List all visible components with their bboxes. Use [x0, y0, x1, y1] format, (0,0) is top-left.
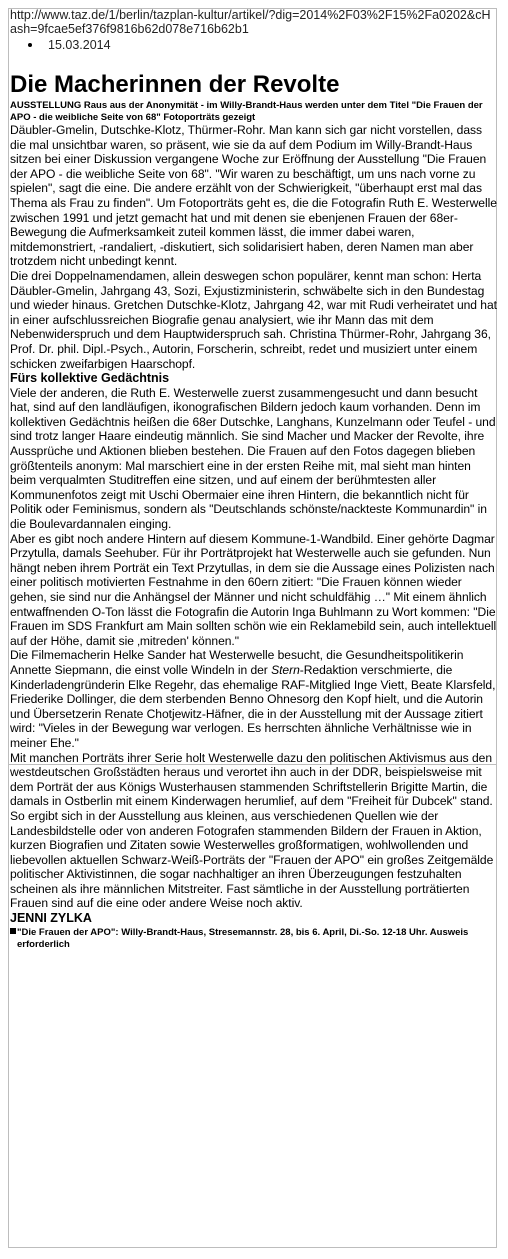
- paragraph-5-start: Die Filmemacherin Helke Sander hat Westerwelle besucht, die Gesundheitspolitikerin Annette Siepmann, die einst volle Windeln in der: [10, 648, 464, 677]
- author: JENNI ZYLKA: [10, 911, 92, 926]
- paragraph-5: [10, 648, 497, 750]
- bullet-icon: [28, 43, 32, 47]
- paragraph-5-end: -Redaktion verschmierte, die Kinderladengründerin Elke Regehr, das ehemalige RAF-Mitglied Inge Viett, Beate Klarsfeld, Friederike Dollinger, die dem sterbenden Benno Ohnesorg den Kopf hielt, und die Autorin und Übersetzerin Renate Chotjewitz-Häfner, die in der Ausstellung mit der Aussage zitiert wird: "Vieles in der Bewegung war verlogen. Es herrschten ähnliche Verhältnisse wie in meiner Ehe.": [10, 662, 496, 750]
- source-url: http://www.taz.de/1/berlin/tazplan-kultur/artikel/?dig=2014%2F03%2F15%2Fa0202&cHash=9fcae5ef376f9816b62d078e716b62b1: [10, 8, 491, 36]
- date-item: [10, 38, 497, 52]
- square-bullet-icon: [10, 928, 16, 934]
- paragraph-2: Die drei Doppelnamendamen, allein deswegen schon populärer, kennt man schon: Herta Däubler-Gmelin, Jahrgang 43, Sozi, Exjustizministerin, schwäbelte sich in den Bundestag und wieder hinaus. Gretchen Dutschke-Klotz, Jahrgang 42, war mit Rudi verheiratet und hat in einer aufschlussreichen Biografie genau analysiert, wie ihr Mann das mit dem Nebenwiderspruch und dem Hauptwiderspruch sah. Christina Thürmer-Rohr, Jahrgang 36, Prof. Dr. phil. Dipl.-Psych., Autorin, Forscherin, schreibt, redet und musiziert unter einem schicken zweifarbigen Haarschopf.: [10, 268, 497, 371]
- article: [10, 9, 497, 950]
- date-list: [10, 38, 497, 52]
- paragraph-3: Viele der anderen, die Ruth E. Westerwelle zuerst zusammengesucht und dann besucht hat, sind auf den landläufigen, ikonografischen Bildern jedoch kaum vorhanden. Denn im kollektiven Gedächtnis heißen die 68er Dutschke, Langhans, Kunzelmann oder Teufel - und sind trotz langer Haare eindeutig männlich. Sie sind Macher und Macker der Revolte, ihre Aussprüche und Aktionen blieben bestehen. Die Frauen auf den Fotos dagegen blieben größtenteils anonym: Mal marschiert eine in der ersten Reihe mit, mal sieht man hinten beim verqualmten Studitreffen eine sitzen, und auf einem der berühmtesten aller Kommunenfotos zeigt mit Uschi Obermaier eine ihren Hintern, die bekanntlich nicht für Politik oder Feminismus, sondern als "Deutschlands schönste/nackteste Kommunardin" in die Boulevardannalen einging.: [10, 385, 496, 532]
- subheading: Fürs kollektive Gedächtnis: [10, 371, 170, 386]
- article-date: 15.03.2014: [48, 38, 111, 52]
- stern-emphasis: Stern: [271, 662, 300, 677]
- headline: Die Macherinnen der Revolte: [10, 71, 340, 98]
- paragraph-6: Mit manchen Porträts ihrer Serie holt Westerwelle dazu den politischen Aktivismus aus den westdeutschen Großstädten heraus und verortet ihn auch in der DDR, beispielsweise mit dem Porträt der aus Königs Wusterhausen stammenden Schriftstellerin Brigitte Martin, die damals in Ostberlin mit einem Kinderwagen herumlief, auf dem "Freiheit für Dubcek" stand.: [10, 750, 493, 809]
- exhibition-info: [10, 927, 497, 950]
- paragraph-1: Däubler-Gmelin, Dutschke-Klotz, Thürmer-Rohr. Man kann sich gar nicht vorstellen, dass die mal unsichtbar waren, so präsent, wie sie da auf dem Podium im Willy-Brandt-Haus sitzen bei einer Diskussion vergangene Woche zur Eröffnung der Ausstellung "Die Frauen der APO - die weibliche Seite von 68". "Wir waren zu beschäftigt, um uns nach vorne zu spielen", sagt die eine. Die andere erzählt von der Schwierigkeit, "überhaupt erst mal das Thema als Frau zu finden". Um Fotoporträts geht es, die die Fotografin Ruth E. Westerwelle zwischen 1991 und jetzt gemacht hat und mit denen sie ebenjenen Frauen der 68er-Bewegung die Aufmerksamkeit zuteil kommen lässt, die immer dabei waren, mitdemonstriert, -randaliert, -diskutiert, sich solidarisiert haben, deren Namen man aber trotzdem nicht unbedingt kennt.: [10, 123, 497, 269]
- teaser: AUSSTELLUNG Raus aus der Anonymität - im Willy-Brandt-Haus werden unter dem Titel "Die Frauen der APO - die weibliche Seite von 68" Fotoporträts gezeigt: [10, 100, 483, 123]
- paragraph-7: So ergibt sich in der Ausstellung aus kleinen, aus verschiedenen Quellen wie der Landesbildstelle oder von anderen Fotografen stammenden Bildern der Frauen in Aktion, kurzen Biografien und Zitaten sowie Westerwelles großformatigen, wohlwollenden und liebevollen aktuellen Schwarz-Weiß-Porträts der "Frauen der APO" ein großes Zeitgemälde politischer Aktivistinnen, die sogar nachhaltiger an ihren Überzeugungen festzuhalten scheinen als ihre männlichen Mitstreiter. Fast sämtliche in der Ausstellung porträtierten Frauen sind auf die eine oder andere Weise noch aktiv.: [10, 808, 494, 911]
- paragraph-4: Aber es gibt noch andere Hintern auf diesem Kommune-1-Wandbild. Einer gehörte Dagmar Przytulla, damals Seehuber. Für ihr Porträtprojekt hat Westerwelle auch sie gefunden. Nun hängt neben ihrem Porträt ein Text Przytullas, in dem sie die Aussage eines Polizisten nach einer politisch motivierten Festnahme in den 60ern zitiert: "Die Frauen können wieder gehen, sie sind nur die Anhängsel der Männer und nicht schuldfähig …" Mit einem ähnlich entwaffnenden O-Ton lässt die Fotografin die Autorin Inga Buhlmann zu Wort kommen: "Die Frauen im SDS Frankfurt am Main sollten schön wie ein Reklamebild sein, auch intellektuell auf der Höhe, damit sie ‚mitreden' können.": [10, 531, 497, 648]
- exhibition-info-text: "Die Frauen der APO": Willy-Brandt-Haus, Stresemannstr. 28, bis 6. April, Di.-So. 12-18 Uhr. Ausweis erforderlich: [17, 927, 469, 950]
